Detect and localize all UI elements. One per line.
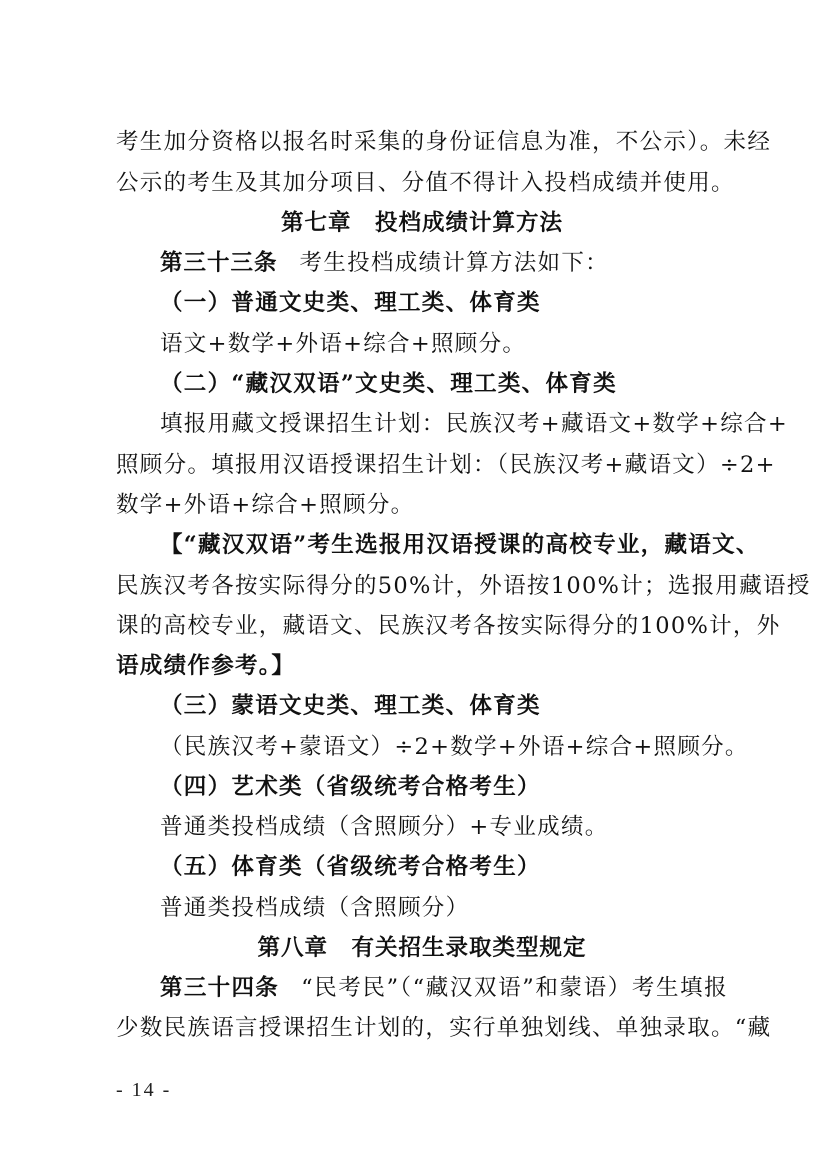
article-text: 考生投档成绩计算方法如下： (299, 250, 609, 276)
formula-line: 语文+数学+外语+综合+照顾分。 (160, 331, 527, 357)
section-title: （一）普通文史类、理工类、体育类 (160, 290, 541, 316)
article-34 (160, 968, 728, 1008)
note-line: 民族汉考各按实际得分的50%计，外语按100%计；选报用藏语授 (116, 573, 811, 599)
formula-line: 普通类投档成绩（含照顾分） (160, 895, 470, 921)
note-line: 语成绩作参考。】 (116, 653, 296, 679)
article-label: 第三十四条 (160, 975, 280, 1001)
note-line: 【“藏汉双语”考生选报用汉语授课的高校专业，藏语文、 (160, 532, 760, 558)
page-number: - 14 - (116, 1079, 172, 1101)
article-33 (160, 243, 728, 283)
article-text: “民考民”（“藏汉双语”和蒙语）考生填报 (301, 975, 728, 1001)
section-title: （五）体育类（省级统考合格考生） (160, 854, 541, 880)
section-title: （三）蒙语文史类、理工类、体育类 (160, 693, 541, 719)
section-title: （二）“藏汉双语”文史类、理工类、体育类 (160, 371, 617, 397)
paragraph-line: 考生加分资格以报名时采集的身份证信息为准，不公示）。未经 (116, 129, 772, 155)
chapter-heading: 第八章 有关招生录取类型规定 (257, 935, 587, 961)
paragraph-line: 填报用藏文授课招生计划：民族汉考+藏语文+数学+综合+ (160, 411, 789, 437)
formula-line: 普通类投档成绩（含照顾分）+专业成绩。 (160, 814, 609, 840)
article-label: 第三十三条 (160, 250, 278, 276)
paragraph-line: 照顾分。填报用汉语授课招生计划：（民族汉考+藏语文）÷2+ (116, 452, 776, 478)
paragraph-line: 数学+外语+综合+照顾分。 (116, 492, 415, 518)
chapter-heading: 第七章 投档成绩计算方法 (280, 210, 563, 236)
section-title: （四）艺术类（省级统考合格考生） (160, 774, 541, 800)
note-line: 课的高校专业，藏语文、民族汉考各按实际得分的100%计，外 (116, 613, 781, 639)
paragraph-line: 公示的考生及其加分项目、分值不得计入投档成绩并使用。 (116, 170, 735, 196)
paragraph-line: 少数民族语言授课招生计划的，实行单独划线、单独录取。“藏 (116, 1015, 772, 1041)
formula-line: （民族汉考+蒙语文）÷2+数学+外语+综合+照顾分。 (160, 734, 749, 760)
